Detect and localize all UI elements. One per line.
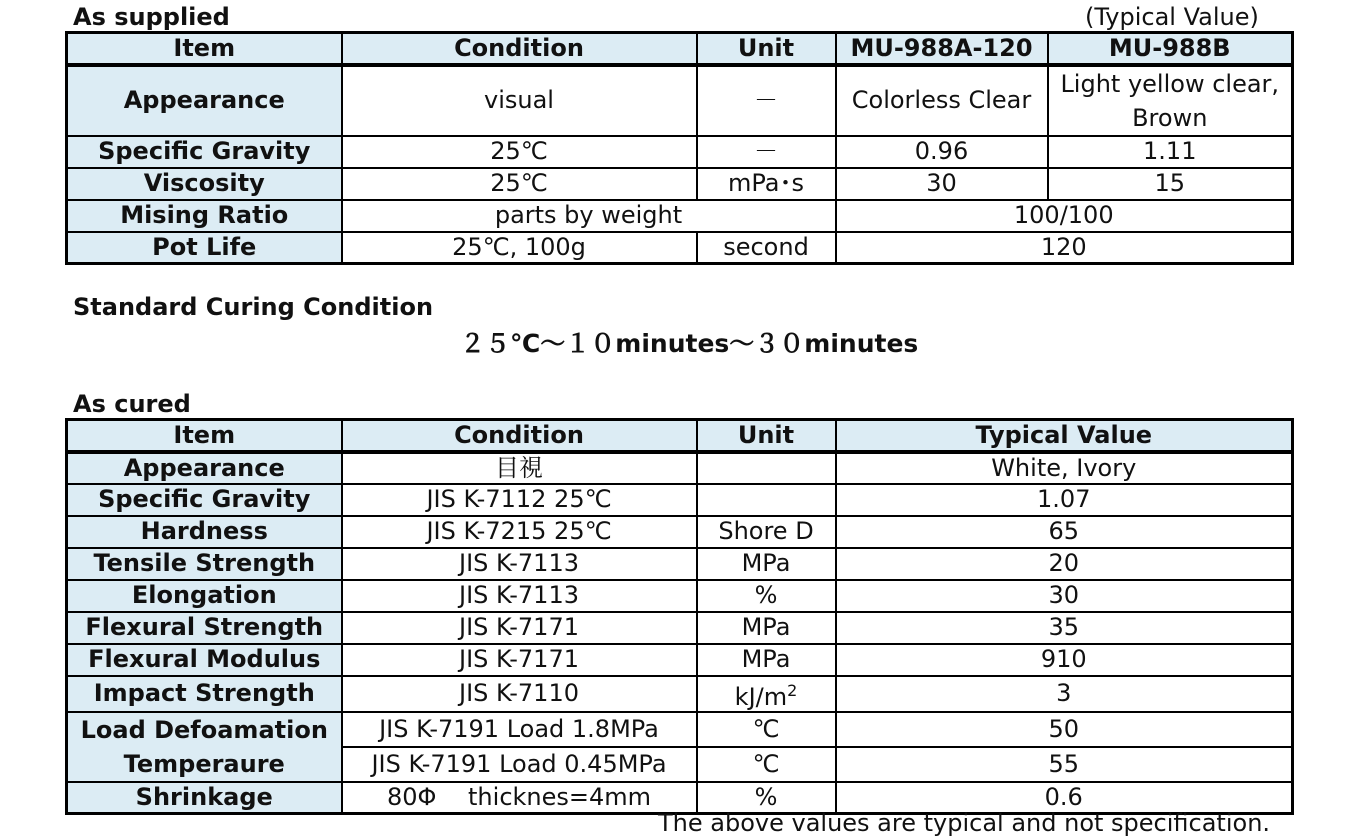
row-value-text: 1.07 (1037, 485, 1091, 513)
header-condition: Condition (342, 420, 697, 452)
row-item-line2: Temperaure (123, 749, 285, 778)
row-condition (342, 612, 697, 644)
row-item-load-deformation (67, 712, 342, 782)
table-row (67, 644, 1293, 676)
row-value-a: Colorless Clear (836, 65, 1048, 136)
row-item-text: Elongation (131, 581, 277, 609)
table-row (67, 676, 1293, 712)
unit-superscript: 2 (787, 680, 798, 700)
row-item-line1: Load Defoamation (80, 715, 328, 744)
row-item-text: Specific Gravity (98, 485, 311, 513)
row-condition: 80Φ thicknes=4mm (342, 782, 697, 814)
row-value-a: 30 (836, 168, 1048, 200)
row-condition (342, 452, 697, 484)
row-unit-text: Shore D (718, 517, 814, 545)
row-item: Mising Ratio (67, 200, 342, 232)
row-value (836, 580, 1293, 612)
row-item-text: Tensile Strength (93, 549, 316, 577)
table-row (67, 452, 1293, 484)
row-condition: JIS K-7191 Load 1.8MPa (342, 712, 697, 747)
row-item (67, 452, 342, 484)
row-item-text: Flexural Strength (85, 613, 324, 641)
row-unit-text: MPa (741, 645, 791, 673)
table-row (67, 232, 1293, 264)
row-unit: ℃ (697, 747, 836, 782)
table-row (67, 712, 1293, 747)
row-value: 100/100 (836, 200, 1293, 232)
as-cured-title: As cured (73, 390, 191, 418)
row-unit-text: MPa (741, 549, 791, 577)
row-value: 120 (836, 232, 1293, 264)
row-condition-text: JIS K-7113 (459, 549, 579, 577)
table-row (67, 65, 1293, 136)
table-row (67, 200, 1293, 232)
row-value (836, 612, 1293, 644)
row-item (67, 676, 342, 712)
row-item (67, 548, 342, 580)
header-item: Item (67, 420, 342, 452)
row-condition (342, 548, 697, 580)
row-value-b: 15 (1048, 168, 1293, 200)
row-value-text: 35 (1048, 613, 1080, 641)
row-item: Pot Life (67, 232, 342, 264)
row-item (67, 516, 342, 548)
row-item-text: Flexural Modulus (88, 645, 321, 673)
row-condition: 25℃ (342, 168, 697, 200)
header-mu988a: MU-988A-120 (836, 33, 1048, 65)
row-unit: ℃ (697, 712, 836, 747)
row-value-b: Light yellow clear, Brown (1048, 65, 1293, 136)
row-condition-text: JIS K-7113 (459, 581, 579, 609)
header-mu988b: MU-988B (1048, 33, 1293, 65)
row-unit: second (697, 232, 836, 264)
row-unit (697, 644, 836, 676)
row-value-text: 65 (1048, 517, 1080, 545)
row-item: Shrinkage (67, 782, 342, 814)
row-unit: mPa･s (697, 168, 836, 200)
row-item-text: Hardness (140, 517, 268, 545)
row-item (67, 580, 342, 612)
row-condition (342, 516, 697, 548)
row-value-a: 0.96 (836, 136, 1048, 168)
row-unit (697, 612, 836, 644)
row-value: 55 (836, 747, 1293, 782)
row-unit: % (697, 782, 836, 814)
as-supplied-table (65, 31, 1294, 265)
row-value-b: 1.11 (1048, 136, 1293, 168)
row-value: 50 (836, 712, 1293, 747)
row-condition-text: JIS K-7171 (459, 613, 579, 641)
row-item: Appearance (67, 65, 342, 136)
row-value (836, 484, 1293, 516)
row-condition: visual (342, 65, 697, 136)
header-condition: Condition (342, 33, 697, 65)
row-condition: 25℃ (342, 136, 697, 168)
row-item-text: Appearance (123, 453, 285, 482)
row-condition (342, 676, 697, 712)
row-condition (342, 580, 697, 612)
row-unit-text: MPa (741, 613, 791, 641)
row-unit-text: kJ/m (734, 682, 788, 711)
table-row (67, 612, 1293, 644)
table-row (67, 516, 1293, 548)
header-row (67, 420, 1293, 452)
row-value-text: 30 (1048, 581, 1080, 609)
row-item-text: Impact Strength (93, 679, 315, 707)
table-row (67, 136, 1293, 168)
row-item: Viscosity (67, 168, 342, 200)
row-unit: － (697, 136, 836, 168)
table-row (67, 580, 1293, 612)
row-value: 0.6 (836, 782, 1293, 814)
row-unit (697, 676, 836, 712)
typical-value-note: (Typical Value) (1085, 3, 1259, 31)
footnote: The above values are typical and not specification. (658, 809, 1271, 837)
header-unit: Unit (697, 420, 836, 452)
row-unit (697, 580, 836, 612)
row-item: Specific Gravity (67, 136, 342, 168)
row-item (67, 484, 342, 516)
row-condition (342, 484, 697, 516)
row-condition-text: 目視 (495, 453, 543, 482)
row-condition (342, 644, 697, 676)
row-unit (697, 516, 836, 548)
as-supplied-title: As supplied (73, 3, 230, 31)
header-item: Item (67, 33, 342, 65)
row-item (67, 644, 342, 676)
table-row (67, 548, 1293, 580)
row-value (836, 676, 1293, 712)
row-value (836, 548, 1293, 580)
row-value-text: 3 (1056, 679, 1072, 707)
row-item (67, 612, 342, 644)
row-unit (697, 452, 836, 484)
row-condition-text: JIS K-7171 (459, 645, 579, 673)
curing-value: ２５℃～１０minutes～３０minutes (460, 329, 919, 358)
row-condition-text: JIS K-7112 25℃ (426, 485, 612, 513)
row-value-text: 910 (1040, 645, 1087, 673)
header-typical-value: Typical Value (836, 420, 1293, 452)
row-unit (697, 548, 836, 580)
row-value (836, 644, 1293, 676)
row-value (836, 516, 1293, 548)
row-unit (697, 484, 836, 516)
row-value-text: White, Ivory (991, 453, 1137, 482)
row-unit-text: % (754, 581, 778, 609)
row-condition-text: JIS K-7215 25℃ (426, 517, 612, 545)
row-condition: parts by weight (342, 200, 836, 232)
table-row (67, 484, 1293, 516)
row-value-text: 20 (1048, 549, 1080, 577)
cured-rows (67, 452, 1293, 712)
header-row (67, 33, 1293, 65)
as-cured-table (65, 418, 1294, 815)
row-condition: 25℃, 100g (342, 232, 697, 264)
row-condition-text: JIS K-7110 (459, 679, 579, 707)
header-unit: Unit (697, 33, 836, 65)
table-row (67, 168, 1293, 200)
curing-title: Standard Curing Condition (73, 293, 434, 321)
row-unit: － (697, 65, 836, 136)
row-condition: JIS K-7191 Load 0.45MPa (342, 747, 697, 782)
row-value (836, 452, 1293, 484)
